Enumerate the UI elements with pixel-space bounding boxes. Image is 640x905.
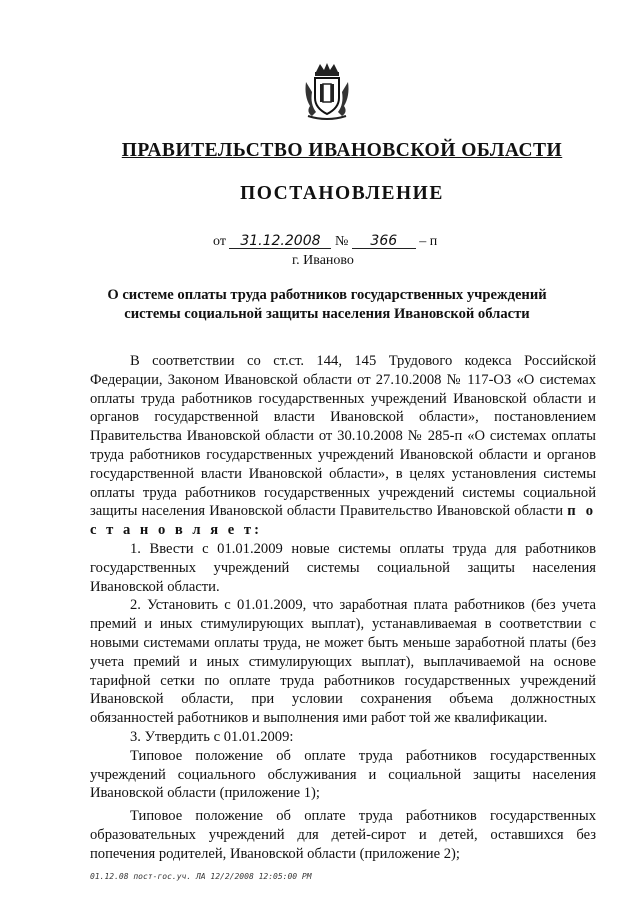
document-type: ПОСТАНОВЛЕНИЕ [240, 183, 444, 204]
date-number-line [213, 234, 437, 250]
preamble-paragraph [90, 352, 596, 540]
government-title: ПРАВИТЕЛЬСТВО ИВАНОВСКОЙ ОБЛАСТИ [121, 140, 563, 161]
resolves-word: п о с т а н о в л я е т: [90, 503, 597, 539]
coat-of-arms-icon [302, 62, 352, 120]
item-3-appendix-2: Типовое положение об оплате труда работников государственных образовательных учреждений для детей-сирот и детей, оставшихся без попечения родителей, Ивановской области (приложение 2); [90, 808, 596, 862]
preamble-text: В соответствии со ст.ст. 144, 145 Трудового кодекса Российской Федерации, Законом Ивановской области от 27.10.2008 № 117-ОЗ «О системах оплаты труда работников государственных учреждений Ивановской области и органов государственной власти Ивановской области», постановлением Правительства Ивановской области от 30.10.2008 № 285-п «О системах оплаты труда работников государственных учреждений Ивановской области и органов государственной власти Ивановской области», в целях установления системы оплаты труда работников государственных учреждений системы социальной защиты населения Ивановской области Правительство Ивановской области [90, 353, 596, 520]
item-1: 1. Ввести с 01.01.2009 новые системы оплаты труда для работников государственных учреждений системы социальной защиты населения Ивановской области. [90, 540, 596, 595]
file-footer: 01.12.08 пост-гос.уч. ЛА 12/2/2008 12:05:00 PM [90, 872, 312, 881]
item-3: 3. Утвердить с 01.01.2009: [130, 728, 294, 745]
document-body [90, 352, 596, 864]
number-label: № [334, 234, 349, 249]
city: г. Иваново [292, 253, 354, 268]
document-subject: О системе оплаты труда работников государственных учреждений системы социальной защиты населения Ивановской области [107, 287, 547, 322]
number-suffix: – п [419, 234, 438, 249]
item-3-appendix-1: Типовое положение об оплате труда работников государственных учреждений социального обслуживания и социальной защиты населения Ивановской области (приложение 1); [90, 747, 596, 802]
item-2: 2. Установить с 01.01.2009, что заработная плата работников (без учета премий и иных стимулирующих выплат), устанавливаемая в соответствии с новыми системами оплаты труда, не может быть меньше заработной платы (без учета премий и иных стимулирующих выплат), выплачиваемой на основе тарифной сетки по оплате труда работников государственных учреждений Ивановской области, при условии сохранения объема должностных обязанностей работников и выполнения ими работ той же квалификации. [90, 597, 596, 727]
document-date: 31.12.2008 [229, 234, 331, 249]
document-number: 366 [352, 234, 416, 249]
date-prefix: от [213, 234, 226, 249]
